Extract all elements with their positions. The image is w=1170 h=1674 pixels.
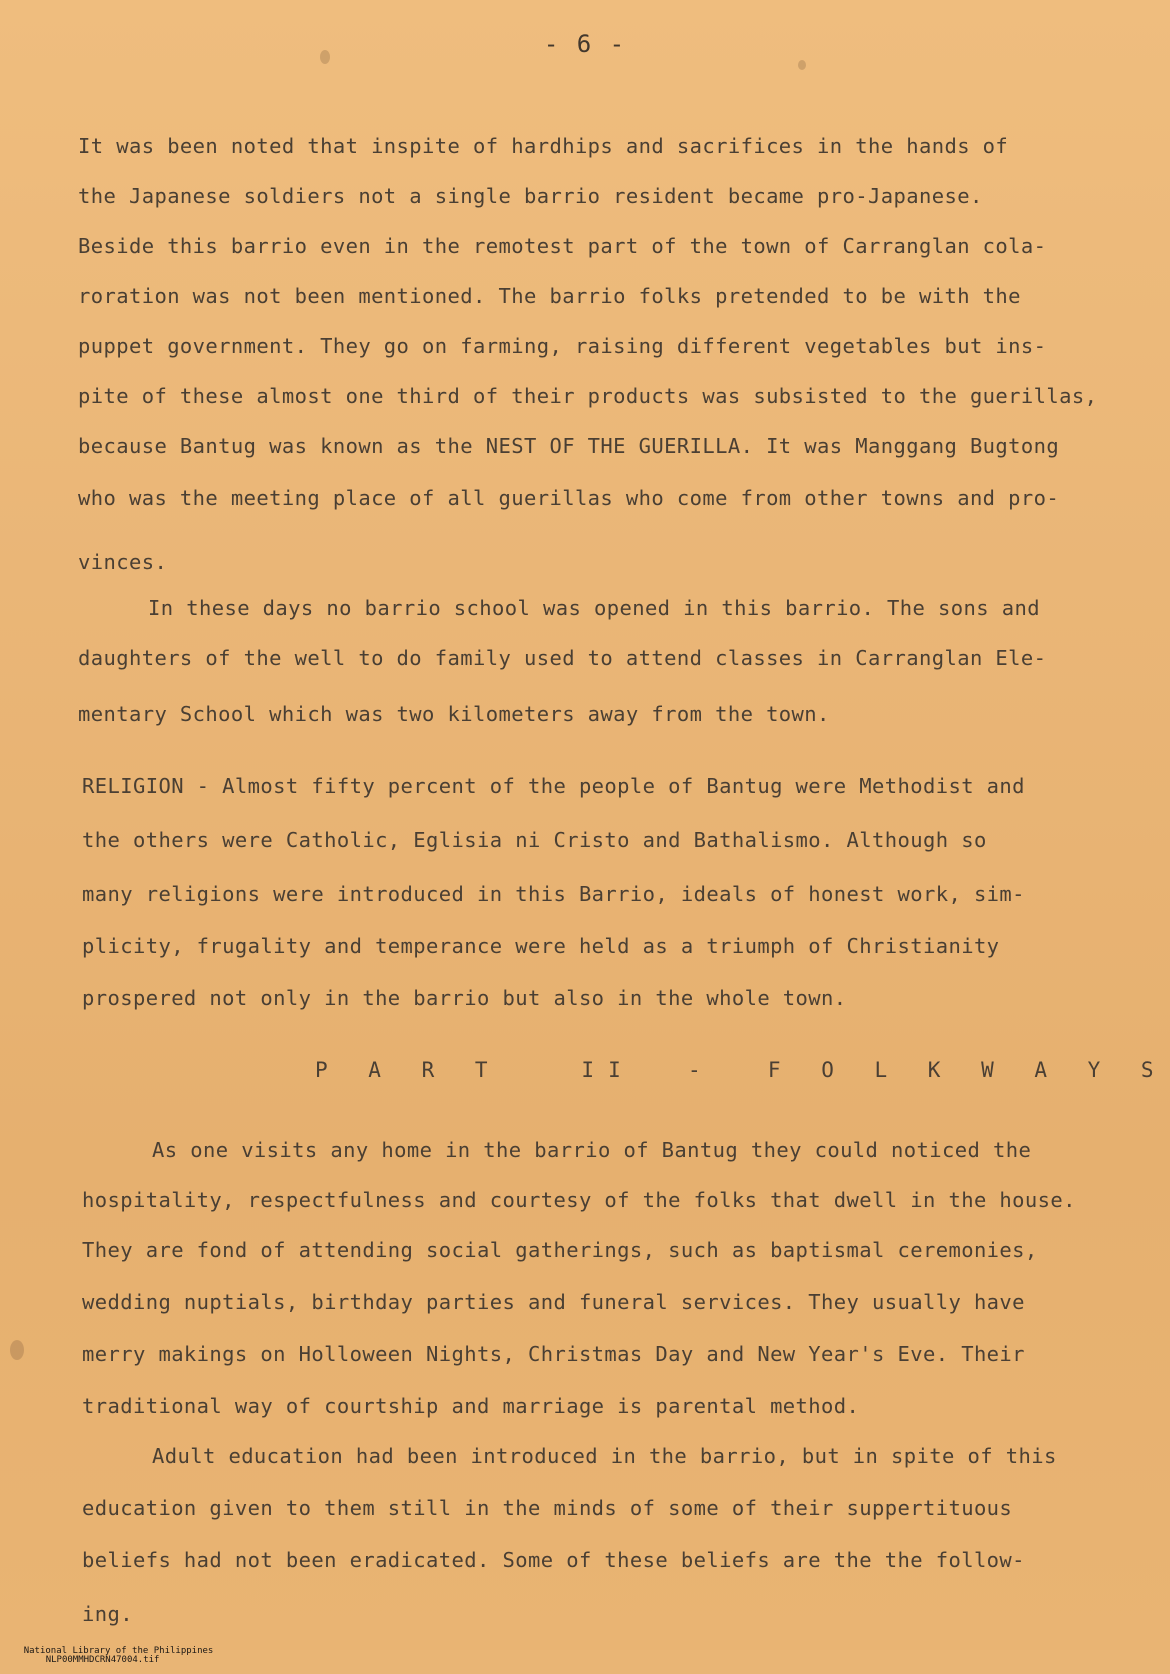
body-line-5: puppet government. They go on farming, raising different vegetables but ins-	[78, 334, 1047, 358]
section-heading: P A R T II - F O L K W A Y S	[315, 1058, 1168, 1082]
body-line-4: roration was not been mentioned. The barrio folks pretended to be with the	[78, 284, 1021, 308]
folkways-line-5: merry makings on Holloween Nights, Christmas Day and New Year's Eve. Their	[82, 1342, 1025, 1366]
body-line-12: mentary School which was two kilometers away from the town.	[78, 702, 830, 726]
folkways-line-1: As one visits any home in the barrio of Bantug they could noticed the	[152, 1138, 1032, 1162]
paper-stain	[320, 50, 330, 64]
scan-footer	[0, 1638, 1170, 1674]
body-line-1: It was been noted that inspite of hardhips and sacrifices in the hands of	[78, 134, 1009, 158]
paper-stain	[10, 1340, 24, 1360]
body-line-9: vinces.	[78, 550, 168, 574]
folkways-line-2: hospitality, respectfulness and courtesy of the folks that dwell in the house.	[82, 1188, 1076, 1212]
religion-line-5: prospered not only in the barrio but also in the whole town.	[82, 986, 847, 1010]
body-line-11: daughters of the well to do family used to attend classes in Carranglan Ele-	[78, 646, 1047, 670]
page-number: - 6 -	[543, 30, 627, 58]
paper-stain	[798, 60, 806, 70]
religion-line-1: RELIGION - Almost fifty percent of the people of Bantug were Methodist and	[82, 774, 1025, 798]
body-line-8: who was the meeting place of all guerillas who come from other towns and pro-	[78, 486, 1060, 510]
adult-education-line-4: ing.	[82, 1602, 133, 1626]
body-line-6: pite of these almost one third of their products was subsisted to the guerillas,	[78, 384, 1098, 408]
body-line-2: the Japanese soldiers not a single barrio resident became pro-Japanese.	[78, 184, 983, 208]
body-line-7: because Bantug was known as the NEST OF THE GUERILLA. It was Manggang Bugtong	[78, 434, 1060, 458]
folkways-line-4: wedding nuptials, birthday parties and funeral services. They usually have	[82, 1290, 1025, 1314]
religion-line-4: plicity, frugality and temperance were held as a triumph of Christianity	[82, 934, 1000, 958]
folkways-line-6: traditional way of courtship and marriage is parental method.	[82, 1394, 860, 1418]
body-line-10: In these days no barrio school was opened in this barrio. The sons and	[148, 596, 1040, 620]
adult-education-line-1: Adult education had been introduced in the barrio, but in spite of this	[152, 1444, 1057, 1468]
body-line-3: Beside this barrio even in the remotest part of the town of Carranglan cola-	[78, 234, 1047, 258]
adult-education-line-3: beliefs had not been eradicated. Some of these beliefs are the the follow-	[82, 1548, 1025, 1572]
footer-library-name: National Library of the Philippines	[23, 1646, 214, 1656]
folkways-line-3: They are fond of attending social gatherings, such as baptismal ceremonies,	[82, 1238, 1038, 1262]
adult-education-line-2: education given to them still in the minds of some of their suppertituous	[82, 1496, 1013, 1520]
religion-line-2: the others were Catholic, Eglisia ni Cristo and Bathalismo. Although so	[82, 828, 987, 852]
religion-line-3: many religions were introduced in this Barrio, ideals of honest work, sim-	[82, 882, 1025, 906]
footer-file-id: NLP00MMHDCRN47004.tif	[45, 1655, 160, 1665]
